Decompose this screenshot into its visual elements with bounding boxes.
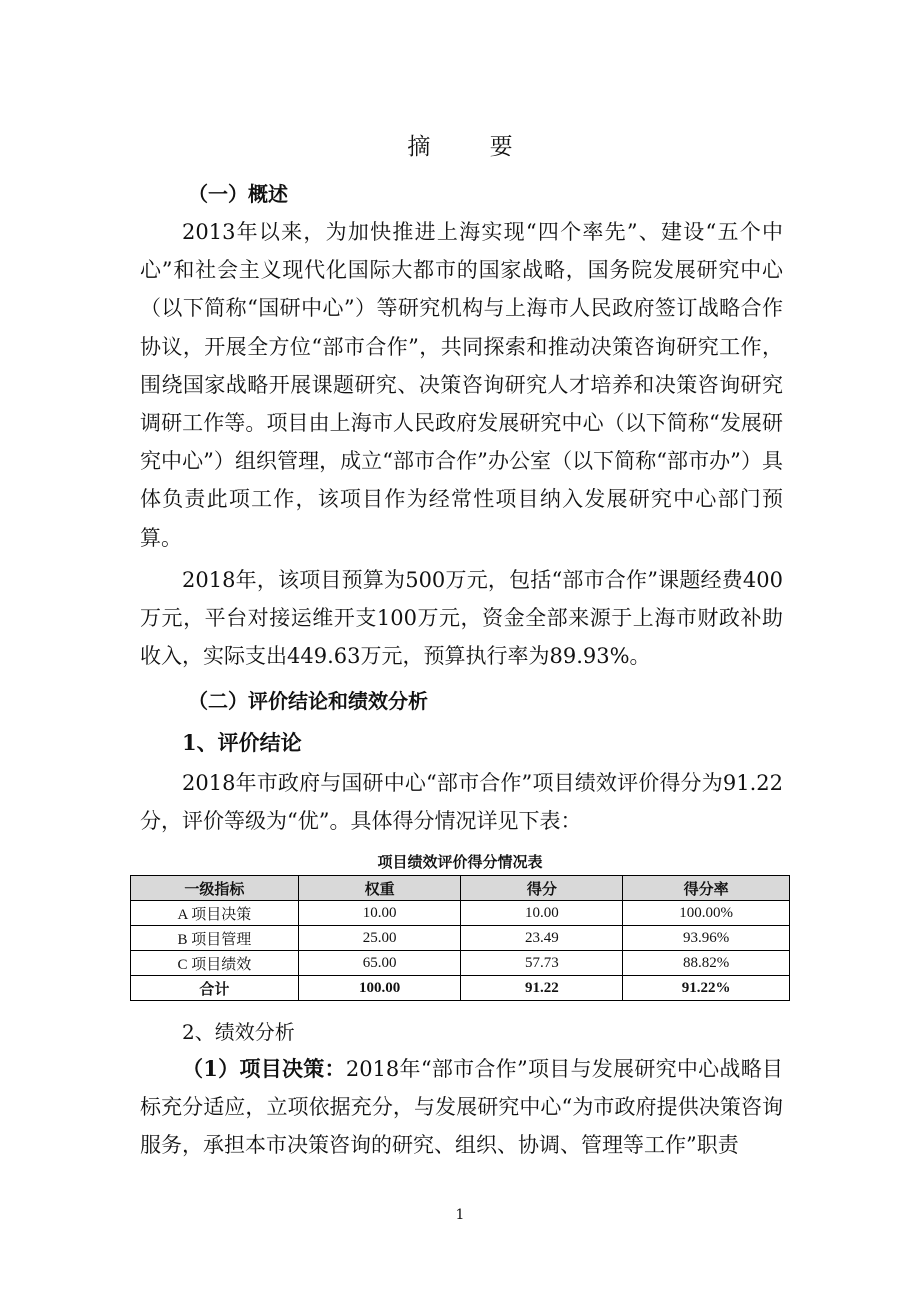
section-heading-overview: （一）概述: [188, 182, 288, 206]
table-row: [131, 951, 790, 976]
header-rate: 得分率: [623, 876, 790, 901]
cell-rate: 100.00%: [623, 901, 790, 926]
subheading-conclusion: 1、评价结论: [182, 730, 302, 755]
cell-indicator: B 项目管理: [131, 926, 299, 951]
cell-score: 10.00: [461, 901, 623, 926]
score-table: [130, 875, 790, 1001]
header-weight: 权重: [298, 876, 461, 901]
section-heading-evaluation: （二）评价结论和绩效分析: [188, 689, 428, 713]
cell-score: 23.49: [461, 926, 623, 951]
header-score: 得分: [461, 876, 623, 901]
subheading-performance: 2、绩效分析: [182, 1020, 295, 1044]
paragraph-conclusion: 2018年市政府与国研中心“部市合作”项目绩效评价得分为91.22分，评价等级为“优”。具体得分情况详见下表：: [140, 771, 783, 834]
paragraph-budget: 2018年，该项目预算为500万元，包括“部市合作”课题经费400万元，平台对接运维开支100万元，资金全部来源于上海市财政补助收入，实际支出449.63万元，预算执行率为89.93%。: [140, 568, 783, 669]
cell-indicator: C 项目绩效: [131, 951, 299, 976]
cell-weight: 10.00: [298, 901, 461, 926]
cell-score: 57.73: [461, 951, 623, 976]
paragraph-decision: [140, 1050, 783, 1165]
cell-total-label: 合计: [131, 976, 299, 1001]
page-number: 1: [455, 1207, 465, 1223]
cell-total-rate: 91.22%: [623, 976, 790, 1001]
header-indicator: 一级指标: [131, 876, 299, 901]
page-title: 摘 要: [407, 134, 539, 160]
table-caption: 项目绩效评价得分情况表: [377, 854, 543, 871]
cell-indicator: A 项目决策: [131, 901, 299, 926]
cell-rate: 88.82%: [623, 951, 790, 976]
cell-weight: 25.00: [298, 926, 461, 951]
paragraph-decision-lead: （1）项目决策：: [182, 1056, 346, 1081]
paragraph-overview: 2013年以来，为加快推进上海实现“四个率先”、建设“五个中心”和社会主义现代化国际大都市的国家战略，国务院发展研究中心（以下简称“国研中心”）等研究机构与上海市人民政府签订战略合作协议，开展全方位“部市合作”，共同探索和推动决策咨询研究工作，围绕国家战略开展课题研究、决策咨询研究人才培养和决策咨询研究调研工作等。项目由上海市人民政府发展研究中心（以下简称“发展研究中心”）组织管理，成立“部市合作”办公室（以下简称“部市办”）具体负责此项工作，该项目作为经常性项目纳入发展研究中心部门预算。: [140, 220, 783, 550]
table-row: [131, 901, 790, 926]
cell-total-weight: 100.00: [298, 976, 461, 1001]
table-header-row: [131, 876, 790, 901]
cell-rate: 93.96%: [623, 926, 790, 951]
cell-weight: 65.00: [298, 951, 461, 976]
cell-total-score: 91.22: [461, 976, 623, 1001]
table-row: [131, 926, 790, 951]
table-total-row: [131, 976, 790, 1001]
paragraph-decision-text: 2018年“部市合作”项目与发展研究中心战略目标充分适应，立项依据充分，与发展研究中心“为市政府提供决策咨询服务，承担本市决策咨询的研究、组织、协调、管理等工作”职责: [140, 1057, 783, 1158]
